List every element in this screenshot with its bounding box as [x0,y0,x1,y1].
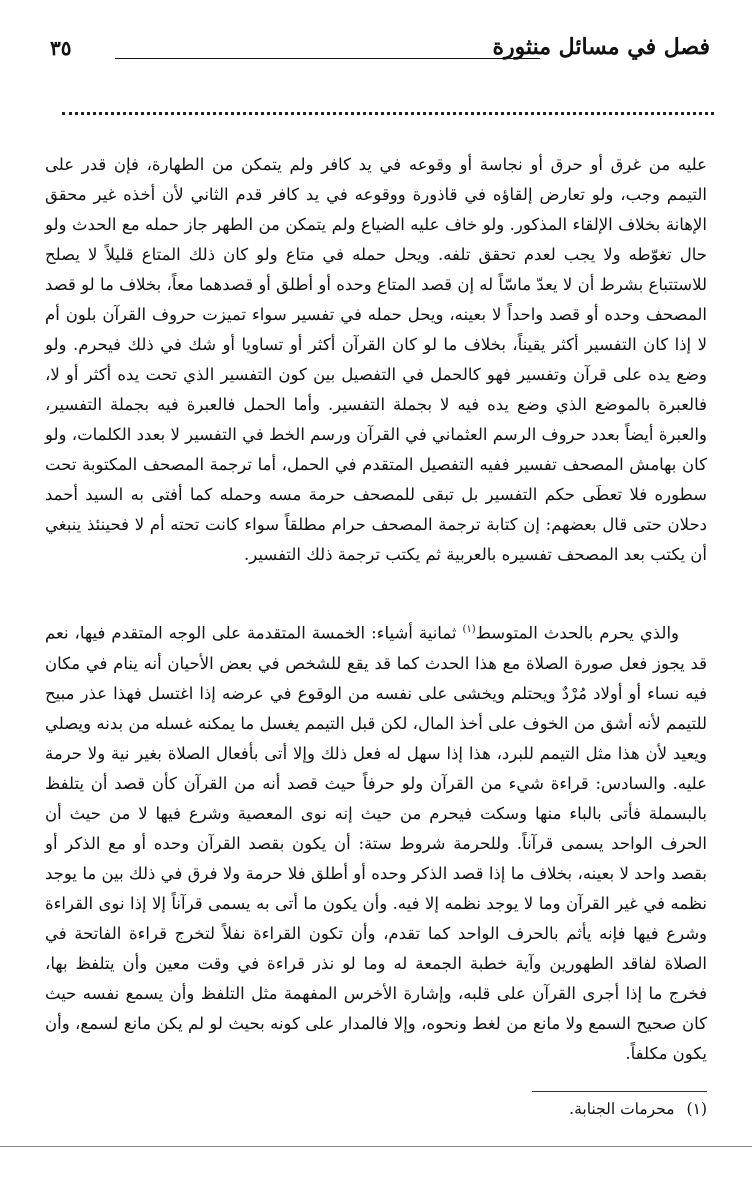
body-paragraph [45,615,707,1069]
footnote-number: (١) [686,1100,707,1118]
page-number: ٣٥ [50,36,72,60]
header-rule [115,58,540,59]
chapter-title: فصل في مسائل منثورة [492,34,710,60]
running-header [50,34,710,74]
footnote [569,1100,707,1118]
footnote-text: محرمات الجنابة. [569,1100,675,1118]
page-bottom-edge [0,1146,752,1147]
footnote-reference[interactable]: (١) [462,624,476,635]
paragraph-continuation: ثمانية أشياء: الخمسة المتقدمة على الوجه المتقدم فيها، نعم قد يجوز فعل صورة الصلاة مع هذا الحدث كما قد يقع للشخص في بعض الأحيان أنه ينام في مكان فيه نساء أو أولاد مُرْدٌ ويحتلم ويخشى على نفسه من الوقوع في عرضه إذا اغتسل فهذا عذر مبيح للتيمم لأنه أشق من الخوف على أخذ المال، لكن قبل التيمم يغسل ما يمكنه غسله من بدنه ويصلي ويعيد لأن هذا مثل التيمم للبرد، هذا إذا سهل له فعل ذلك وإلا أتى بأفعال الصلاة بغير نية ولا حرمة عليه. والسادس: قراءة شيء من القرآن ولو حرفاً حيث قصد أنه من القرآن كأن قصد أن يتلفظ بالبسملة فأتى بالباء منها وسكت فيحرم من حيث إنه نوى المعصية وشرع فيها لا من حيث أن الحرف الواحد يسمى قرآناً. وللحرمة شروط ستة: أن يكون بقصد القرآن وحده أو مع الذكر أو بقصد واحد لا بعينه، بخلاف ما إذا قصد الذكر وحده أو أطلق فلا حرمة ولا فرق في ذلك بين ما يوجد نظمه في غير القرآن وما لا يوجد نظمه إلا فيه. وأن يكون ما أتى به يسمى قرآناً إلا إذا نوى القراءة وشرع فيها فإنه يأثم بالحرف الواحد كما تقدم، وأن تكون القراءة نفلاً لتخرج قراءة الفاتحة في الصلاة لفاقد الطهورين وآية خطبة الجمعة له وما لو نذر قراءة في وقت معين وأن يتلفظ بها، فخرج ما إذا أجرى القرآن على قلبه، وإشارة الأخرس المفهمة مثل التلفظ وأن يسمع نفسه حيث كان صحيح السمع ولا مانع من لغط ونحوه، وإلا فالمدار على كونه بحيث لو لم يكن مانع لسمع، وأن يكون مكلفاً. [45,623,707,1063]
body-paragraph: عليه من غرق أو حرق أو نجاسة أو وقوعه في يد كافر ولم يتمكن من الطهارة، فإن قدر على التيمم وجب، ولو تعارض إلقاؤه في قاذورة ووقوعه في يد كافر قدم الثاني لأن أخذه غير محقق الإهانة بخلاف الإلقاء المذكور. ولو خاف عليه الضياع ولم يتمكن من الطهر جاز حمله مع الحدث ولو حال تغوّطه ولا يجب لعدم تحقق تلفه. ويحل حمله في متاع ولو كان ذلك المتاع قليلاً لا يصلح للاستتباع بشرط أن لا يعدّ ماسّاً له إن قصد المتاع وحده أو أطلق أو قصدهما معاً، بخلاف ما لو قصد المصحف وحده أو قصد واحداً لا بعينه، ويحل حمله في تفسير سواء تميزت حروف القرآن بلون أم لا إذا كان التفسير أكثر يقيناً، بخلاف ما لو كان القرآن أكثر أو تساويا أو شك في ذلك فيحرم. ولو وضع يده على قرآن وتفسير فهو كالحمل في التفصيل بين كون التفسير الذي تحت يده أكثر أو لا، فالعبرة بالموضع الذي وضع يده فيه لا بجملة التفسير. وأما الحمل فالعبرة فيه بجملة التفسير، والعبرة أيضاً بعدد حروف الرسم العثماني في القرآن ورسم الخط في التفسير لا بعدد الكلمات، ولو كان بهامش المصحف تفسير ففيه التفصيل المتقدم في الحمل، أما ترجمة المصحف المكتوبة تحت سطوره فلا تعطَى حكم التفسير بل تبقى للمصحف حرمة مسه وحمله كما أفتى به السيد أحمد دحلان حتى قال بعضهم: إن كتابة ترجمة المصحف حرام مطلقاً سواء كانت تحته أم لا فحينئذ ينبغي أن يكتب بعد المصحف تفسيره بالعربية ثم يكتب ترجمة ذلك التفسير. [45,155,707,564]
dotted-separator [62,112,714,115]
paragraph-opening: والذي يحرم بالحدث المتوسط [475,623,679,643]
footnote-rule [532,1091,707,1092]
